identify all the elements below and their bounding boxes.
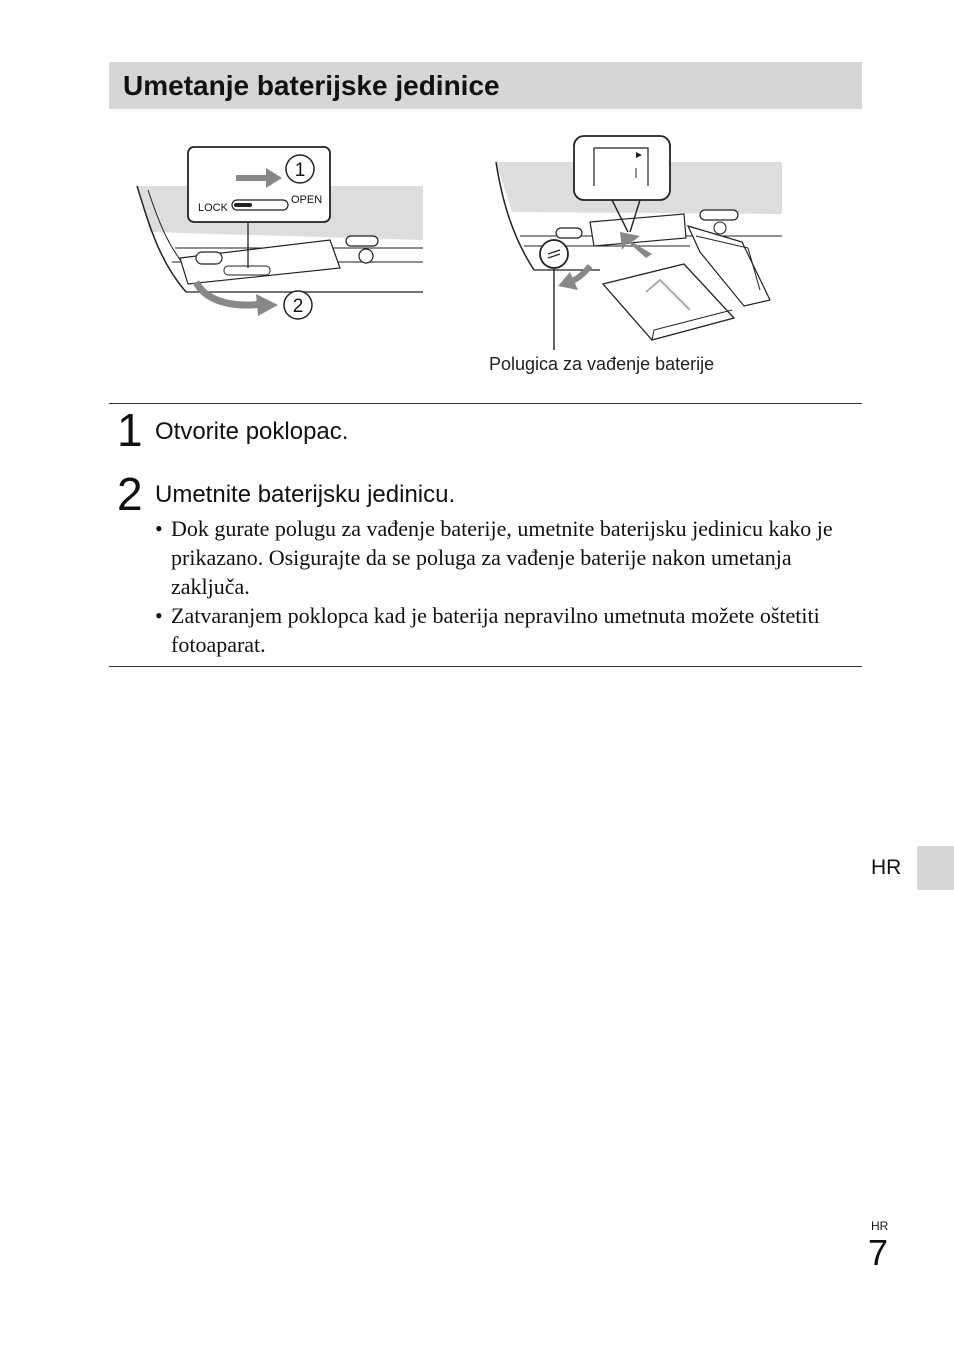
language-tab [917,846,954,890]
camera-cover-illustration [137,147,423,319]
bullet-dot: • [155,603,163,628]
bottom-rule [109,666,862,667]
step-1-number: 1 [117,404,143,456]
step-1-text: Otvorite poklopac. [155,418,349,445]
step-2-number: 2 [117,468,143,520]
section-title: Umetanje baterijske jedinice [123,69,500,101]
note-item [155,601,835,659]
note-text: Dok gurate polugu za vađenje baterije, umetnite baterijsku jedinicu kako je prikazano. Osigurajte da se poluga za vađenje baterije nakon umetanja zaključa. [171,516,833,599]
step-2-notes [155,514,835,659]
language-tab-label: HR [871,856,902,879]
battery-illustrations [0,0,954,400]
callout-1: 1 [294,160,306,181]
note-text: Zatvaranjem poklopca kad je baterija nepravilno umetnuta možete oštetiti fotoaparat. [171,603,820,657]
step-2-text: Umetnite baterijsku jedinicu. [155,481,456,508]
lever-caption: Polugica za vađenje baterije [489,354,715,374]
footer-language: HR [871,1219,889,1233]
open-label: OPEN [291,194,323,206]
bullet-dot: • [155,516,163,541]
callout-2: 2 [292,296,304,317]
note-item [155,514,835,601]
top-rule [109,403,862,404]
lock-label: LOCK [198,202,228,214]
page-number: 7 [868,1232,889,1273]
battery-insertion-illustration [496,136,782,350]
